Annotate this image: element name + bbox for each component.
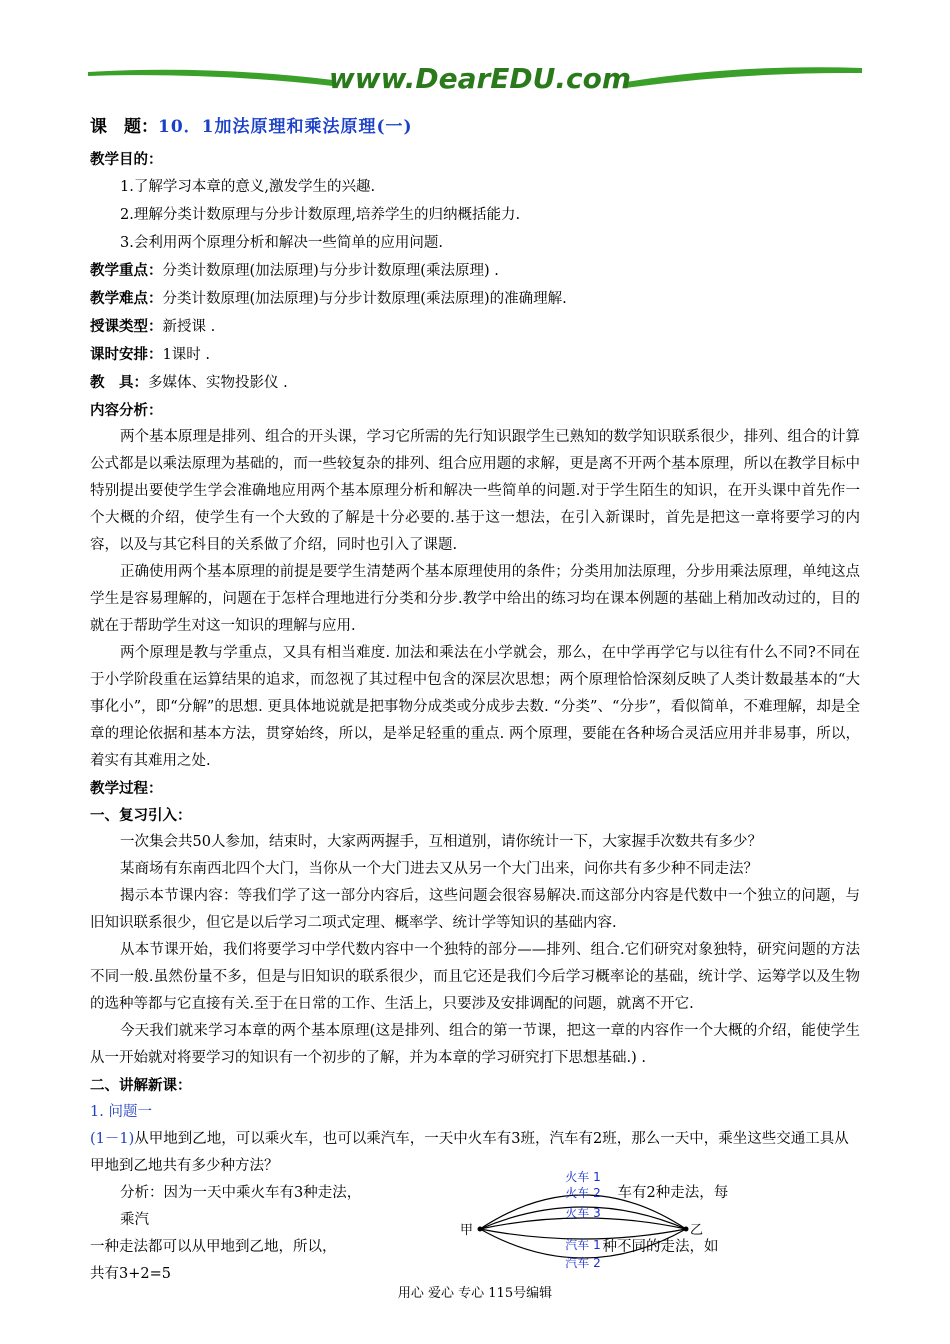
page-footer: 用心 爱心 专心 115号编辑	[397, 1286, 553, 1301]
analysis-text-right: 车有2种走法，每	[617, 1185, 729, 1201]
banner-right-swoosh	[626, 67, 862, 88]
meta-value: 多媒体、实物投影仪 .	[148, 375, 288, 391]
meta-label: 教 具：	[90, 374, 148, 391]
lesson-document	[90, 112, 860, 1288]
site-url: www.DearEDU.com	[328, 62, 632, 94]
objectives-heading: 教学目的：	[90, 151, 163, 168]
review-paragraph: 揭示本节课内容：等我们学了这一部分内容后，这些问题会很容易解决.而这部分内容是代数中一个独立的问题，与旧知识联系很少，但它是以后学习二项式定理、概率学、统计学等知识的基础内容.	[90, 888, 860, 931]
title-text: 10．1加法原理和乘法原理(一)	[158, 117, 413, 137]
meta-value: 分类计数原理(加法原理)与分步计数原理(乘法原理) .	[162, 263, 499, 279]
lesson-title	[90, 112, 860, 142]
meta-tools	[90, 369, 860, 397]
problem-title: 1. 问题一	[90, 1104, 152, 1120]
route-label-bus-1: 汽车 1	[565, 1238, 601, 1252]
route-label-train-2: 火车 2	[565, 1186, 601, 1200]
meta-value: 1课时 .	[162, 347, 210, 363]
analysis-text-right: 种不同的走法，如	[602, 1239, 719, 1255]
objective-item: 1.了解学习本章的意义,激发学生的兴趣.	[120, 179, 376, 195]
meta-label: 授课类型：	[90, 318, 163, 335]
meta-key-points	[90, 257, 860, 285]
objective-item: 2.理解分类计数原理与分步计数原理,培养学生的归纳概括能力.	[120, 207, 521, 223]
route-label-bus-2: 汽车 2	[565, 1256, 601, 1270]
review-paragraph: 今天我们就来学习本章的两个基本原理(这是排列、组合的第一节课，把这一章的内容作一个大概的介绍，能使学生从一开始就对将要学习的知识有一个初步的了解，并为本章的学习研究打下思想基础.) .	[90, 1023, 860, 1066]
route-diagram	[458, 1167, 708, 1277]
meta-label: 教学难点：	[90, 290, 163, 307]
problem-text: 从甲地到乙地，可以乘火车，也可以乘汽车，一天中火车有3班，汽车有2班，那么一天中，乘坐这些交通工具从甲地到乙地共有多少种方法？	[90, 1131, 849, 1174]
title-label: 课 题：	[90, 117, 158, 137]
meta-value: 分类计数原理(加法原理)与分步计数原理(乘法原理)的准确理解.	[162, 291, 567, 307]
problem-label: (1－1)	[90, 1131, 135, 1147]
banner-left-swoosh	[88, 70, 333, 86]
meta-label: 课时安排：	[90, 346, 163, 363]
end-point-label: 乙	[690, 1223, 704, 1238]
meta-difficulties	[90, 285, 860, 313]
site-banner	[88, 60, 862, 94]
route-label-train-1: 火车 1	[565, 1170, 601, 1184]
review-paragraph: 一次集会共50人参加，结束时，大家两两握手，互相道别，请你统计一下，大家握手次数共有多少？	[120, 834, 762, 850]
analysis-paragraph: 正确使用两个基本原理的前提是要学生清楚两个基本原理使用的条件；分类用加法原理，分步用乘法原理，单纯这点学生是容易理解的，问题在于怎样合理地进行分类和分步.教学中给出的练习均在课本例题的基础上稍加改动过的，目的就在于帮助学生对这一知识的理解与应用.	[90, 564, 860, 634]
route-label-train-3: 火车 3	[565, 1206, 601, 1220]
review-paragraph: 某商场有东南西北四个大门，当你从一个大门进去又从另一个大门出来，问你共有多少种不同走法？	[120, 861, 758, 877]
analysis-text-left: 一种走法都可以从甲地到乙地，所以，共有3+2=5	[90, 1239, 337, 1282]
analysis-paragraph: 两个基本原理是排列、组合的开头课，学习它所需的先行知识跟学生已熟知的数学知识联系很少，排列、组合的计算公式都是以乘法原理为基础的，而一些较复杂的排列、组合应用题的求解，更是离不开两个基本原理，所以在教学目标中特别提出要使学生学会准确地应用两个基本原理分析和解决一些简单的问题.对于学生陌生的知识，在开头课中首先作一个大概的介绍，使学生有一个大致的了解是十分必要的.基于这一想法，在引入新课时，首先是把这一章将要学习的内容，以及与其它科目的关系做了介绍，同时也引入了课题.	[90, 429, 860, 553]
objective-item: 3.会利用两个原理分析和解决一些简单的应用问题.	[120, 235, 443, 251]
section-heading: 一、复习引入：	[90, 807, 192, 824]
analysis-paragraph: 两个原理是教与学重点，又具有相当难度. 加法和乘法在小学就会，那么，在中学再学它与以往有什么不同?不同在于小学阶段重在运算结果的追求，而忽视了其过程中包含的深层次思想；两个原理恰恰深刻反映了人类计数最基本的“大事化小”，即“分解”的思想. 更具体地说就是把事物分成类或分成步去数. “分类”、“分步”，看似简单，不难理解，却是全章的理论依据和基本方法，贯穿始终，所以，是举足轻重的重点. 两个原理，要能在各种场合灵活应用并非易事，所以，着实有其难用之处.	[90, 645, 860, 769]
analysis-heading: 内容分析：	[90, 402, 163, 419]
meta-lesson-type	[90, 313, 860, 341]
analysis-text-left: 分析：因为一天中乘火车有3种走法，乘汽	[120, 1185, 362, 1228]
meta-value: 新授课 .	[162, 319, 216, 335]
meta-label: 教学重点：	[90, 262, 163, 279]
section-heading: 二、讲解新课：	[90, 1077, 192, 1094]
meta-schedule	[90, 341, 860, 369]
process-heading: 教学过程：	[90, 780, 163, 797]
review-paragraph: 从本节课开始，我们将要学习中学代数内容中一个独特的部分——排列、组合.它们研究对象独特，研究问题的方法不同一般.虽然份量不多，但是与旧知识的联系很少，而且它还是我们今后学习概率论的基础，统计学、运筹学以及生物的选种等都与它直接有关.至于在日常的工作、生活上，只要涉及安排调配的问题，就离不开它.	[90, 942, 860, 1012]
start-point-label: 甲	[460, 1223, 474, 1238]
